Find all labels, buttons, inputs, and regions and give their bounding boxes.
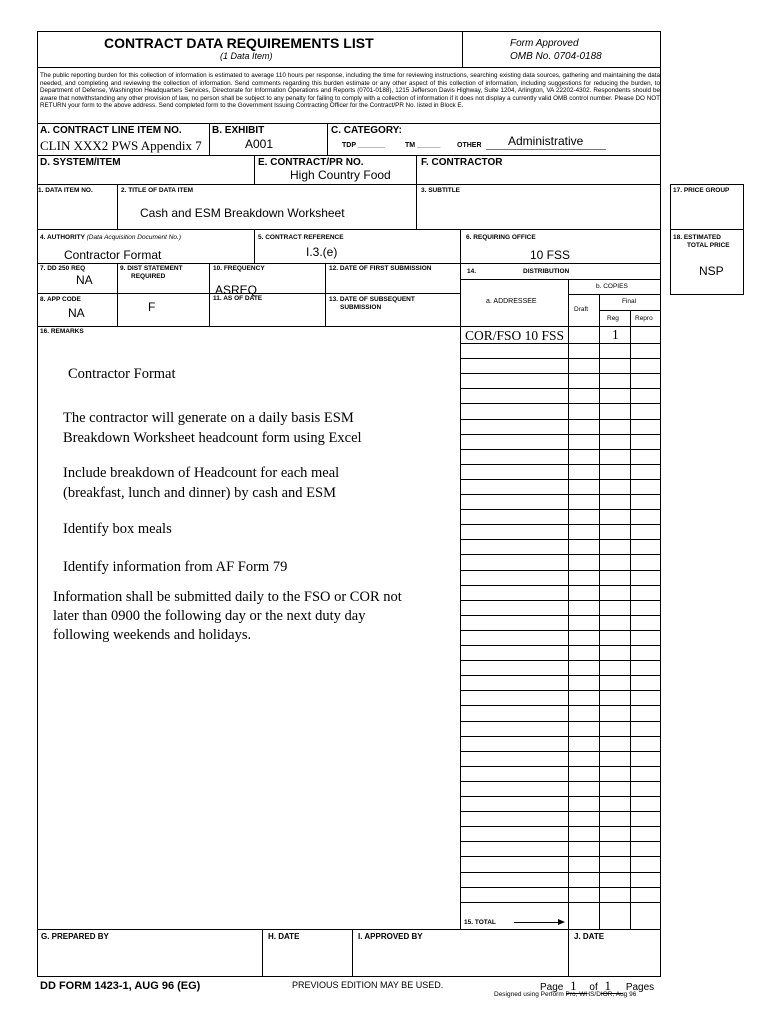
pages-label: Pages [625, 982, 655, 993]
underline [486, 149, 606, 150]
field-label: a. ADDRESSEE [486, 298, 537, 305]
divider [37, 184, 660, 185]
addressee-value[interactable]: COR/FSO 10 FSS [465, 328, 565, 343]
field-label: TOTAL PRICE [687, 242, 730, 249]
field-label: 1. DATA ITEM NO. [38, 187, 93, 194]
divider [352, 929, 353, 976]
grid-line [460, 388, 660, 389]
divider [462, 31, 463, 67]
divider [254, 155, 255, 184]
grid-line [460, 872, 660, 873]
field-label: F. CONTRACTOR [421, 157, 503, 168]
field-label: DISTRIBUTION [523, 268, 570, 275]
remark-line: Identify information from AF Form 79 [63, 559, 288, 575]
field-label: G. PREPARED BY [41, 932, 109, 941]
grid-line [460, 645, 660, 646]
form-border-left [37, 31, 38, 977]
field-label: 15. TOTAL [464, 919, 496, 926]
remark-line: following weekends and holidays. [53, 627, 252, 643]
grid-line [460, 419, 660, 420]
form-border-top [37, 31, 660, 32]
of-label: of [589, 982, 598, 993]
page-number: 1 [566, 978, 587, 994]
grid-line [460, 856, 660, 857]
page-total: 1 [601, 978, 624, 994]
divider [37, 155, 660, 156]
field-label: 2. TITLE OF DATA ITEM [121, 187, 194, 194]
divider [37, 263, 660, 264]
grid-line [460, 841, 660, 842]
grid-line [460, 524, 660, 525]
form-title: CONTRACT DATA REQUIREMENTS LIST [104, 35, 374, 51]
reg-copies-value[interactable]: 1 [612, 327, 619, 342]
grid-line [460, 358, 660, 359]
field-label: 13. DATE OF SUBSEQUENT [329, 296, 415, 303]
divider [460, 229, 461, 929]
divider [568, 279, 569, 929]
field-label: 11. AS OF DATE [213, 295, 263, 302]
contract-reference-value[interactable]: I.3.(e) [306, 245, 338, 259]
field-label: REQUIRED [131, 273, 166, 280]
grid-line [460, 494, 660, 495]
remark-line: Breakdown Worksheet headcount form using Excel [63, 430, 362, 446]
field-label: E. CONTRACT/PR NO. [258, 157, 364, 168]
field-note: (Data Acquisition Document No.) [86, 234, 182, 241]
divider [670, 229, 744, 230]
field-label: 16. REMARKS [40, 328, 84, 335]
field-label: Repro [635, 315, 653, 322]
divider [37, 326, 460, 327]
grid-line [460, 826, 660, 827]
grid-line [460, 811, 660, 812]
divider [37, 929, 660, 930]
field-label: C. CATEGORY: [331, 125, 402, 136]
page-label: Page [540, 982, 564, 993]
field-label: SUBMISSION [340, 304, 382, 311]
exhibit-value[interactable]: A001 [245, 137, 274, 151]
divider [37, 229, 660, 230]
divider [262, 929, 263, 976]
grid-line [460, 796, 660, 797]
field-label: 6. REQUIRING OFFICE [466, 234, 536, 241]
divider [568, 929, 569, 976]
grid-line [460, 554, 660, 555]
total-arrow [514, 922, 558, 923]
grid-line [460, 721, 660, 722]
grid-line [460, 434, 660, 435]
grid-line [460, 403, 660, 404]
field-label: 12. DATE OF FIRST SUBMISSION [329, 265, 432, 272]
grid-line [460, 373, 660, 374]
requiring-office-value[interactable]: 10 FSS [530, 248, 571, 262]
field-label [40, 234, 181, 241]
field-label: J. DATE [574, 932, 605, 941]
grid-line [460, 570, 660, 571]
grid-line [460, 509, 660, 510]
remark-line: later than 0900 the following day or the next duty day [53, 608, 366, 624]
field-label: Final [622, 298, 637, 305]
grid-line [460, 539, 660, 540]
grid-line [460, 705, 660, 706]
price-value[interactable]: NSP [699, 264, 724, 278]
field-label: TM ______ [405, 142, 441, 149]
grid-line [460, 630, 660, 631]
field-label: B. EXHIBIT [212, 125, 265, 136]
grid-line [460, 660, 660, 661]
frequency-value[interactable]: ASREQ [215, 283, 258, 297]
grid-line [460, 751, 660, 752]
divider [599, 294, 600, 929]
dd250-value[interactable]: NA [76, 273, 93, 287]
grid-line [460, 766, 660, 767]
field-label: 8. APP CODE [40, 296, 81, 303]
field-label: TDP _______ [342, 142, 386, 149]
form-id: DD FORM 1423-1, AUG 96 (EG) [40, 980, 201, 992]
field-label: 17. PRICE GROUP [673, 187, 730, 194]
field-label: 14. [467, 268, 477, 275]
remark-line: Identify box meals [63, 521, 172, 537]
disclaimer-text: The public reporting burden for this collection of information is estimated to average 110 hours per response, including the time for reviewing instructions, searching existing data sources, gathering and maintaining the data needed, and completing and reviewing the collection of information. Send comments regarding this burden estimate or any other aspect of this collection of information, including suggestions for reducing the burden, to Department of Defense, Washington Headquarters Services, Directorate for Information Operations and Reports (0701-0188), 1215 Jefferson Davis Highway, Suite 1204, Arlington, VA 22202-4302. Respondents should be aware that notwithstanding any other provision of law, no person shall be subject to any penalty for failing to comply with a collection of information if it does not display a currently valid OMB control number. Please DO NOT RETURN your form to the above address. Send completed form to the Government Issuing Contracting Officer for the Contract/PR No. listed in Block E. [40, 72, 660, 110]
field-label: 3. SUBTITLE [421, 187, 461, 194]
divider [209, 123, 210, 155]
field-label: 18. ESTIMATED [673, 234, 721, 241]
grid-line [460, 781, 660, 782]
grid-line [460, 675, 660, 676]
divider [568, 294, 660, 295]
divider [209, 263, 210, 326]
dist-statement-value[interactable]: F [148, 300, 156, 314]
form-subtitle: (1 Data Item) [220, 51, 273, 61]
grid-line [460, 887, 660, 888]
contract-value[interactable]: High Country Food [290, 168, 391, 182]
divider [117, 184, 118, 229]
authority-value[interactable]: Contractor Format [64, 248, 162, 262]
field-label: H. DATE [268, 932, 300, 941]
remark-line: Contractor Format [68, 366, 176, 382]
field-label: A. CONTRACT LINE ITEM NO. [40, 125, 182, 136]
field-label: 5. CONTRACT REFERENCE [258, 234, 344, 241]
grid-line [460, 585, 660, 586]
remark-line: The contractor will generate on a daily basis ESM [63, 410, 354, 426]
omb-number: OMB No. 0704-0188 [510, 51, 602, 62]
grid-line [460, 902, 660, 903]
divider [327, 123, 328, 155]
grid-line [460, 736, 660, 737]
app-code-value[interactable]: NA [68, 306, 85, 320]
grid-line [460, 479, 660, 480]
previous-edition-note: PREVIOUS EDITION MAY BE USED. [292, 980, 444, 990]
clin-value[interactable]: CLIN XXX2 PWS Appendix 7 [40, 138, 202, 153]
remark-line: Include breakdown of Headcount for each meal [63, 465, 340, 481]
field-label: D. SYSTEM/ITEM [40, 157, 121, 168]
grid-line [460, 449, 660, 450]
divider [37, 67, 660, 68]
divider [117, 263, 118, 326]
field-label: 9. DIST STATEMENT [120, 265, 183, 272]
field-label: OTHER [457, 142, 482, 149]
total-arrowhead [558, 919, 565, 925]
grid-line [460, 464, 660, 465]
divider [568, 279, 660, 280]
remark-line: Information shall be submitted daily to the FSO or COR not [53, 589, 402, 605]
remark-line: (breakfast, lunch and dinner) by cash and ESM [63, 485, 337, 501]
field-label: 10. FREQUENCY [213, 265, 265, 272]
designed-note: Designed using Perform Pro, WHS/DIOR, Aug 96 [494, 991, 637, 998]
divider [325, 263, 326, 326]
form-approved: Form Approved [510, 38, 579, 49]
data-item-title[interactable]: Cash and ESM Breakdown Worksheet [140, 206, 345, 220]
divider [37, 123, 660, 124]
field-label: b. COPIES [596, 283, 628, 290]
grid-line [460, 600, 660, 601]
divider [460, 326, 660, 327]
field-label: 7. DD 250 REQ [40, 265, 86, 272]
field-label: Draft [574, 306, 589, 313]
divider [416, 155, 417, 229]
divider [254, 229, 255, 263]
grid-line [460, 690, 660, 691]
form-border-right [660, 31, 661, 977]
category-other-value[interactable]: Administrative [508, 134, 584, 148]
field-label: Reg [607, 315, 619, 322]
field-label: I. APPROVED BY [358, 932, 423, 941]
form-border-bottom [37, 976, 660, 977]
grid-line [460, 615, 660, 616]
field-label: 4. AUTHORITY [40, 234, 85, 241]
